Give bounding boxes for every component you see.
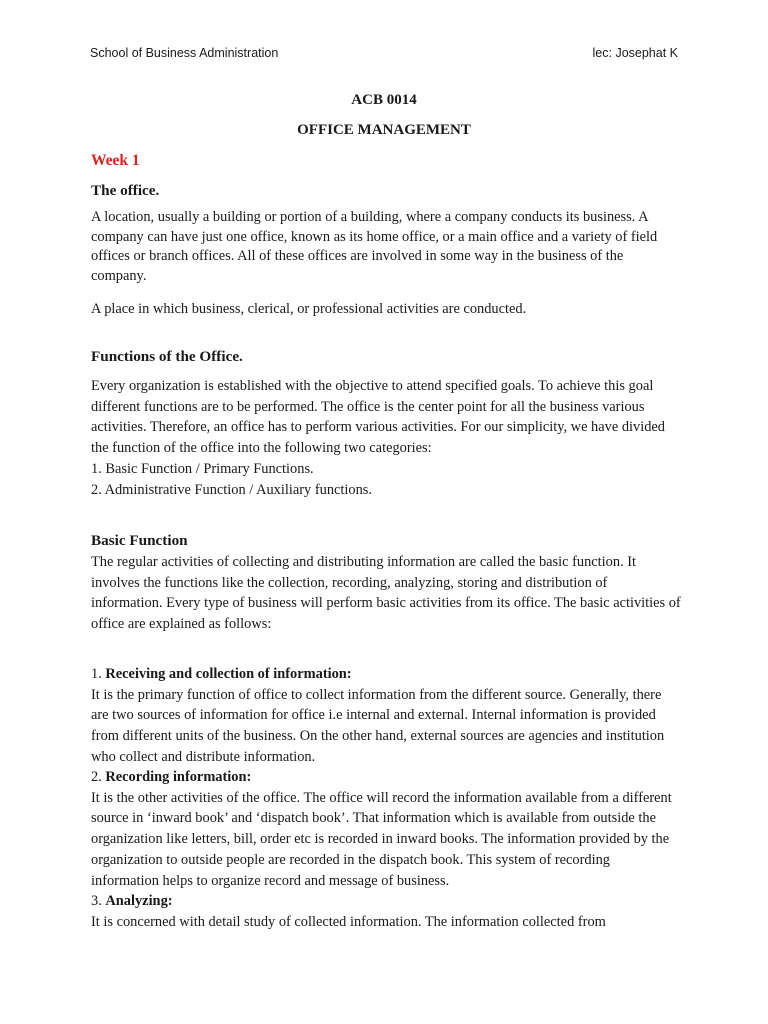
course-title: OFFICE MANAGEMENT	[297, 122, 471, 138]
week-heading: Week 1	[91, 152, 140, 169]
section-body: It is concerned with detail study of collected information. The information collected from	[91, 913, 606, 930]
section-recording	[91, 767, 681, 891]
section-heading: Receiving and collection of information:	[105, 666, 352, 682]
functions-item-1: 1. Basic Function / Primary Functions.	[91, 460, 314, 477]
functions-item-2: 2. Administrative Function / Auxiliary functions.	[91, 481, 372, 498]
functions-heading: Functions of the Office.	[91, 348, 243, 365]
functions-paragraph: Every organization is established with the objective to attend specified goals. To achieve this goal different functions are to be performed. The office is the center point for all the business various activities. Therefore, an office has to perform various activities. For our simplicity, we have divided the function of the office into the following two categories:	[91, 378, 665, 457]
section-title	[91, 891, 681, 912]
section-receiving	[91, 664, 681, 768]
office-paragraph: A location, usually a building or portion of a building, where a company conducts its business. A company can have just one office, known as its home office, or a main office and a variety of field offices or branch offices. All of these offices are involved in some way in the business of the company.	[91, 209, 658, 284]
basic-function-paragraph: The regular activities of collecting and distributing information are called the basic function. It involves the functions like the collection, recording, analyzing, storing and distribution of information. Every type of business will perform basic activities from its office. The basic activities of office are explained as follows:	[91, 554, 681, 633]
section-number: 2.	[91, 769, 106, 785]
functions-block	[91, 376, 681, 500]
section-title	[91, 767, 681, 788]
section-number: 1.	[91, 666, 106, 682]
section-body: It is the other activities of the office. The office will record the information available from a different source in ‘inward book’ and ‘dispatch book’. That information which is available from outside the organization like letters, bill, order etc is recorded in inward books. The information provided by the organization to outside people are recorded in the dispatch book. This system of recording information helps to organize record and message of business.	[91, 789, 672, 889]
office-definition: A place in which business, clerical, or professional activities are conducted.	[91, 301, 527, 317]
section-number: 3.	[91, 893, 106, 909]
course-code: ACB 0014	[351, 92, 417, 108]
header-lecturer: lec: Josephat K	[592, 46, 678, 60]
page-header	[90, 46, 678, 60]
header-school: School of Business Administration	[90, 46, 279, 60]
office-heading: The office.	[91, 182, 160, 199]
section-body: It is the primary function of office to collect information from the different source. Generally, there are two sources of information for office i.e internal and external. Internal information is provided from different units of the business. On the other hand, external sources are agencies and institution who collect and distribute information.	[91, 686, 665, 765]
section-heading: Analyzing:	[105, 893, 173, 909]
section-title	[91, 664, 681, 685]
section-analyzing	[91, 891, 681, 932]
basic-function-heading: Basic Function	[91, 532, 188, 549]
section-heading: Recording information:	[105, 769, 252, 785]
